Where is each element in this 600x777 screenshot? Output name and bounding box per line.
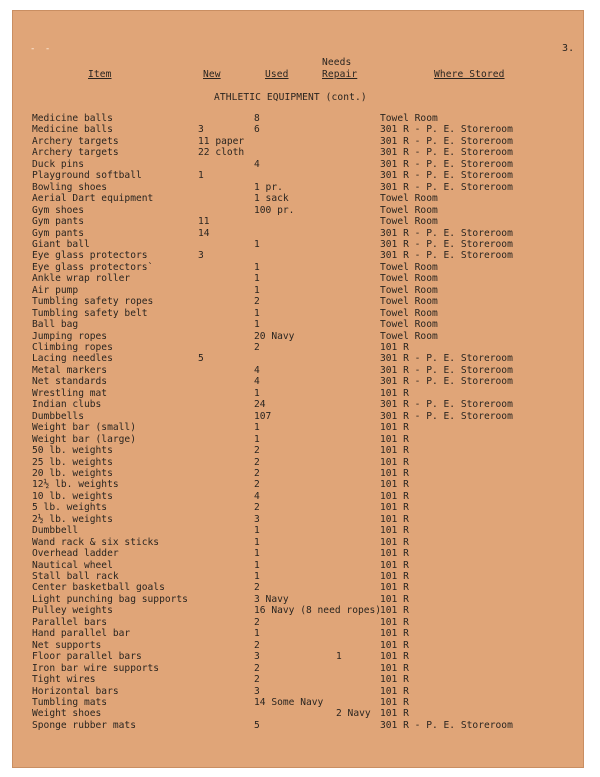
table-row (0, 571, 600, 582)
cell-where: Towel Room (380, 307, 438, 319)
table-row (0, 502, 600, 513)
cell-used: 14 Some Navy (254, 696, 324, 708)
cell-used: 1 (254, 387, 260, 399)
cell-used: 2 (254, 479, 260, 491)
cell-where: 101 R (380, 582, 409, 594)
cell-new: 1 (198, 170, 204, 182)
table-row (0, 216, 600, 227)
cell-used: 1 (254, 238, 260, 250)
cell-item: Hand parallel bar (32, 628, 131, 640)
table-row (0, 628, 600, 639)
cell-where: 301 R - P. E. Storeroom (380, 238, 513, 250)
cell-where: 301 R - P. E. Storeroom (380, 158, 513, 170)
header-where-stored: Where Stored (434, 69, 505, 80)
table-row (0, 674, 600, 685)
cell-where: 101 R (380, 422, 409, 434)
cell-item: Gym pants (32, 227, 84, 239)
cell-item: Dumbbells (32, 410, 84, 422)
cell-used: 3 Navy (254, 593, 289, 605)
cell-where: 301 R - P. E. Storeroom (380, 170, 513, 182)
table-row (0, 617, 600, 628)
cell-where: 101 R (380, 525, 409, 537)
cell-item: 20 lb. weights (32, 467, 113, 479)
header-item: Item (88, 69, 112, 80)
cell-where: 101 R (380, 708, 409, 720)
cell-item: Indian clubs (32, 399, 102, 411)
cell-item: Tumbling mats (32, 696, 108, 708)
cell-used: 3 (254, 685, 260, 697)
cell-item: 5 lb. weights (32, 502, 108, 514)
cell-where: 101 R (380, 387, 409, 399)
cell-where: 301 R - P. E. Storeroom (380, 410, 513, 422)
cell-item: Horizontal bars (32, 685, 119, 697)
cell-new: 3 (198, 124, 204, 136)
table-row (0, 594, 600, 605)
cell-item: Wrestling mat (32, 387, 108, 399)
cell-where: 301 R - P. E. Storeroom (380, 719, 513, 731)
table-row (0, 388, 600, 399)
cell-where: Towel Room (380, 204, 438, 216)
cell-used: 2 (254, 582, 260, 594)
table-row (0, 331, 600, 342)
corner-marks: - - (30, 44, 53, 54)
cell-item: Weight bar (small) (32, 422, 136, 434)
cell-where: Towel Room (380, 113, 438, 124)
table-row (0, 560, 600, 571)
table-row (0, 663, 600, 674)
cell-new: 11 paper (198, 135, 245, 147)
cell-used: 16 Navy (8 need ropes) (254, 605, 382, 617)
cell-item: Floor parallel bars (32, 651, 142, 663)
cell-where: 301 R - P. E. Storeroom (380, 250, 513, 262)
table-row (0, 205, 600, 216)
cell-used: 100 pr. (254, 204, 295, 216)
cell-new: 22 cloth (198, 147, 245, 159)
table-row (0, 640, 600, 651)
cell-where: 101 R (380, 479, 409, 491)
table-row (0, 445, 600, 456)
table-row (0, 136, 600, 147)
cell-item: Tumbling safety belt (32, 307, 148, 319)
cell-new: 5 (198, 353, 204, 365)
cell-used: 1 (254, 433, 260, 445)
cell-where: 101 R (380, 445, 409, 457)
table-row (0, 708, 600, 719)
cell-where: 101 R (380, 639, 409, 651)
table-row (0, 353, 600, 364)
table-row (0, 399, 600, 410)
cell-where: 101 R (380, 456, 409, 468)
cell-item: Sponge rubber mats (32, 719, 136, 731)
cell-used: 1 (254, 422, 260, 434)
page-number: 3. (562, 43, 575, 54)
cell-item: Tumbling safety ropes (32, 296, 154, 308)
cell-repair: 2 Navy (336, 708, 371, 720)
table-row (0, 147, 600, 158)
cell-new: 11 (198, 216, 210, 228)
cell-used: 1 (254, 559, 260, 571)
cell-where: 101 R (380, 696, 409, 708)
section-title: ATHLETIC EQUIPMENT (cont.) (214, 92, 367, 103)
table-row (0, 308, 600, 319)
table-row (0, 296, 600, 307)
cell-where: 301 R - P. E. Storeroom (380, 135, 513, 147)
table-row (0, 457, 600, 468)
cell-where: 301 R - P. E. Storeroom (380, 124, 513, 136)
cell-used: 1 (254, 284, 260, 296)
table-row (0, 285, 600, 296)
cell-where: 101 R (380, 628, 409, 640)
cell-where: 301 R - P. E. Storeroom (380, 353, 513, 365)
cell-new: 14 (198, 227, 210, 239)
cell-item: Giant ball (32, 238, 90, 250)
table-row (0, 250, 600, 261)
cell-item: Weight bar (large) (32, 433, 136, 445)
cell-item: Aerial Dart equipment (32, 193, 154, 205)
cell-used: 1 sack (254, 193, 289, 205)
cell-where: Towel Room (380, 330, 438, 342)
cell-item: Tight wires (32, 674, 96, 686)
cell-used: 2 (254, 616, 260, 628)
cell-used: 6 (254, 124, 260, 136)
cell-item: Air pump (32, 284, 79, 296)
table-row (0, 479, 600, 490)
cell-used: 1 pr. (254, 181, 283, 193)
cell-where: 101 R (380, 571, 409, 582)
cell-item: Dumbbell (32, 525, 79, 537)
cell-new: 3 (198, 250, 204, 262)
cell-where: 101 R (380, 593, 409, 605)
cell-where: 101 R (380, 559, 409, 571)
cell-item: Medicine balls (32, 113, 113, 124)
cell-item: Bowling shoes (32, 181, 108, 193)
table-row (0, 686, 600, 697)
table-row (0, 239, 600, 250)
table-row (0, 376, 600, 387)
cell-where: 301 R - P. E. Storeroom (380, 227, 513, 239)
cell-where: 301 R - P. E. Storeroom (380, 364, 513, 376)
cell-used: 3 (254, 513, 260, 525)
cell-used: 4 (254, 490, 260, 502)
cell-used: 2 (254, 674, 260, 686)
cell-used: 1 (254, 525, 260, 537)
table-row (0, 525, 600, 536)
table-row (0, 159, 600, 170)
cell-used: 24 (254, 399, 266, 411)
table-row (0, 514, 600, 525)
cell-where: 101 R (380, 433, 409, 445)
cell-used: 107 (254, 410, 272, 422)
cell-where: 101 R (380, 536, 409, 548)
cell-item: Duck pins (32, 158, 84, 170)
cell-where: 101 R (380, 342, 409, 353)
cell-item: Light punching bag supports (32, 593, 188, 605)
cell-where: 301 R - P. E. Storeroom (380, 147, 513, 159)
table-row (0, 720, 600, 731)
cell-item: 2½ lb. weights (32, 513, 113, 525)
cell-item: 10 lb. weights (32, 490, 113, 502)
cell-used: 1 (254, 628, 260, 640)
header-new: New (203, 69, 221, 80)
cell-used: 2 (254, 502, 260, 514)
cell-item: Iron bar wire supports (32, 662, 160, 674)
cell-where: 101 R (380, 490, 409, 502)
cell-used: 8 (254, 113, 260, 124)
cell-used: 2 (254, 456, 260, 468)
cell-item: Wand rack & six sticks (32, 536, 160, 548)
table-row (0, 124, 600, 135)
table-row (0, 319, 600, 330)
cell-where: Towel Room (380, 193, 438, 205)
cell-used: 2 (254, 445, 260, 457)
table-row (0, 113, 600, 124)
cell-used: 1 (254, 307, 260, 319)
cell-where: 101 R (380, 605, 409, 617)
cell-where: Towel Room (380, 216, 438, 228)
cell-used: 2 (254, 296, 260, 308)
cell-where: 101 R (380, 662, 409, 674)
table-row (0, 273, 600, 284)
cell-item: 50 lb. weights (32, 445, 113, 457)
cell-where: 301 R - P. E. Storeroom (380, 181, 513, 193)
table-row (0, 342, 600, 353)
cell-used: 2 (254, 467, 260, 479)
cell-where: Towel Room (380, 284, 438, 296)
cell-item: Climbing ropes (32, 342, 113, 353)
cell-where: 301 R - P. E. Storeroom (380, 376, 513, 388)
table-row (0, 537, 600, 548)
cell-item: Playground softball (32, 170, 142, 182)
table-row (0, 365, 600, 376)
cell-where: Towel Room (380, 296, 438, 308)
cell-where: 101 R (380, 674, 409, 686)
cell-item: 12½ lb. weights (32, 479, 119, 491)
table-row (0, 411, 600, 422)
cell-item: Ball bag (32, 319, 79, 331)
cell-used: 5 (254, 719, 260, 731)
table-row (0, 605, 600, 616)
cell-used: 2 (254, 342, 260, 353)
cell-item: Medicine balls (32, 124, 113, 136)
cell-item: Overhead ladder (32, 548, 119, 560)
cell-where: 301 R - P. E. Storeroom (380, 399, 513, 411)
table-row (0, 422, 600, 433)
table-row (0, 468, 600, 479)
cell-used: 1 (254, 261, 260, 273)
cell-item: Stall ball rack (32, 571, 119, 582)
cell-where: 101 R (380, 616, 409, 628)
cell-used: 1 (254, 273, 260, 285)
cell-item: Archery targets (32, 147, 119, 159)
cell-where: 101 R (380, 651, 409, 663)
cell-item: 25 lb. weights (32, 456, 113, 468)
table-row (0, 548, 600, 559)
table-row (0, 170, 600, 181)
table-row (0, 434, 600, 445)
table-row (0, 193, 600, 204)
cell-item: Net supports (32, 639, 102, 651)
cell-used: 1 (254, 319, 260, 331)
cell-item: Center basketball goals (32, 582, 165, 594)
cell-item: Gym pants (32, 216, 84, 228)
table-row (0, 697, 600, 708)
header-repair: Repair (322, 69, 358, 80)
cell-item: Archery targets (32, 135, 119, 147)
cell-where: 101 R (380, 502, 409, 514)
cell-where: Towel Room (380, 319, 438, 331)
cell-item: Metal markers (32, 364, 108, 376)
cell-used: 4 (254, 364, 260, 376)
cell-item: Pulley weights (32, 605, 113, 617)
header-needs: Needs (322, 57, 352, 68)
cell-used: 1 (254, 536, 260, 548)
cell-where: 101 R (380, 685, 409, 697)
header-used: Used (265, 69, 289, 80)
cell-used: 4 (254, 158, 260, 170)
cell-used: 2 (254, 639, 260, 651)
cell-where: 101 R (380, 513, 409, 525)
table-row (0, 491, 600, 502)
cell-where: 101 R (380, 548, 409, 560)
cell-used: 2 (254, 662, 260, 674)
cell-used: 20 Navy (254, 330, 295, 342)
table-row (0, 651, 600, 662)
cell-used: 3 (254, 651, 260, 663)
table-row (0, 262, 600, 273)
cell-used: 1 (254, 548, 260, 560)
table-row (0, 582, 600, 593)
cell-item: Ankle wrap roller (32, 273, 131, 285)
cell-where: Towel Room (380, 273, 438, 285)
cell-repair: 1 (336, 651, 342, 663)
cell-where: 101 R (380, 467, 409, 479)
cell-item: Parallel bars (32, 616, 108, 628)
cell-item: Jumping ropes (32, 330, 108, 342)
cell-item: Net standards (32, 376, 108, 388)
cell-item: Weight shoes (32, 708, 102, 720)
cell-item: Eye glass protectors` (32, 261, 154, 273)
cell-used: 1 (254, 571, 260, 582)
cell-where: Towel Room (380, 261, 438, 273)
cell-item: Eye glass protectors (32, 250, 148, 262)
cell-used: 4 (254, 376, 260, 388)
table-row (0, 182, 600, 193)
cell-item: Nautical wheel (32, 559, 113, 571)
cell-item: Lacing needles (32, 353, 113, 365)
cell-item: Gym shoes (32, 204, 84, 216)
table-row (0, 228, 600, 239)
